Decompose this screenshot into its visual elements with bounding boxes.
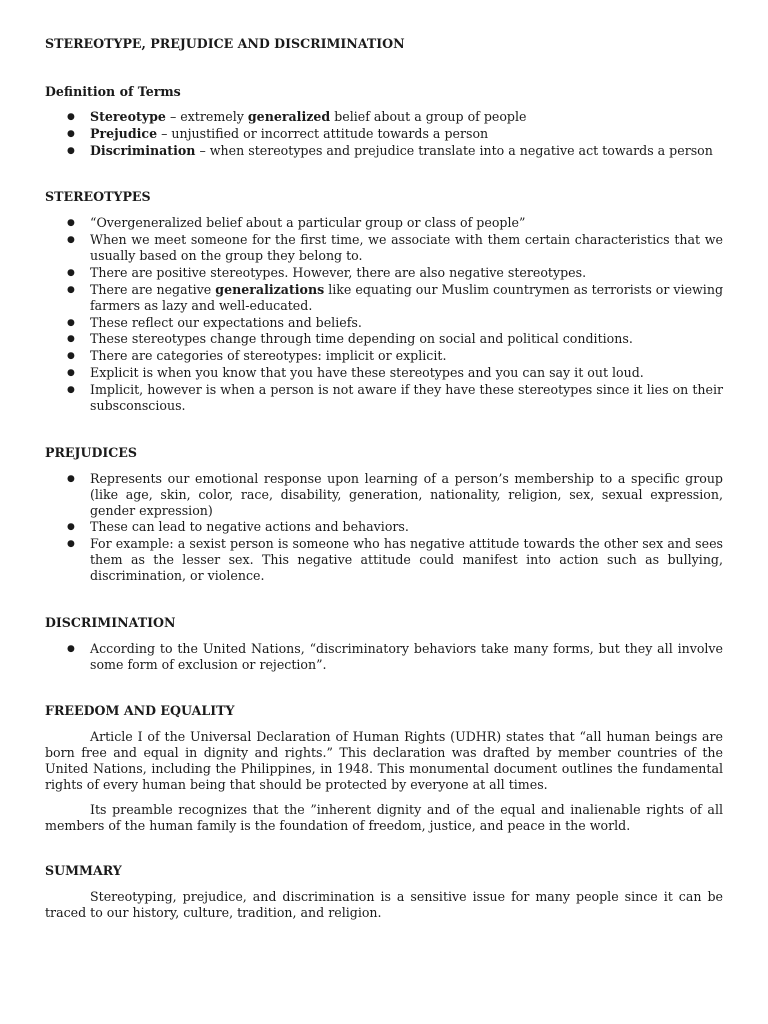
freedom-section [45, 703, 723, 834]
term: Prejudice [90, 125, 158, 141]
paragraph: Article I of the Universal Declaration of Human Rights (UDHR) states that “all human beings are born free and equal in dignity and rights.” This declaration was drafted by member countries of the United Nations, including the Philippines, in 1948. This monumental document outlines the fundamental rights of every human being that should be protected by everyone at all times. [45, 728, 723, 792]
list-item: ● Stereotype – extremely generalized belief about a group of people [45, 109, 723, 125]
paragraph: Its preamble recognizes that the ”inherent dignity and of the equal and inalienable rights of all members of the human family is the foundation of freedom, justice, and peace in the world. [45, 801, 723, 833]
list-item: ● Implicit, however is when a person is not aware if they have these stereotypes since it lies on their subsconscious. [45, 382, 723, 414]
stereotypes-list [45, 215, 723, 413]
stereotypes-heading: STEREOTYPES [45, 189, 151, 205]
stereotypes-section [45, 189, 723, 413]
list-item: ● Prejudice – unjustified or incorrect attitude towards a person [45, 126, 723, 142]
paragraph: Stereotyping, prejudice, and discrimination is a sensitive issue for many people since it can be traced to our history, culture, tradition, and religion. [45, 888, 723, 920]
term: Stereotype [90, 109, 166, 124]
list-item: ● There are positive stereotypes. However, there are also negative stereotypes. [45, 265, 723, 281]
list-item: ● Explicit is when you know that you have these stereotypes and you can say it out loud. [45, 365, 723, 381]
discrimination-section [45, 615, 723, 673]
list-item: ● For example: a sexist person is someone who has negative attitude towards the other sex and sees them as the lesser sex. This negative attitude could manifest into action such as bullying, discrimination, or violence. [45, 536, 723, 584]
discrimination-heading: DISCRIMINATION [45, 614, 176, 630]
document-page [45, 36, 723, 921]
prejudices-list [45, 471, 723, 585]
summary-section [45, 863, 723, 921]
summary-heading: SUMMARY [45, 862, 122, 878]
definitions-section [45, 84, 723, 159]
list-item: ● Represents our emotional response upon learning of a person’s membership to a specific group (like age, skin, color, race, disability, generation, nationality, religion, sex, sexual expression, gender expression) [45, 471, 723, 519]
list-item: ● These reflect our expectations and beliefs. [45, 315, 723, 331]
prejudices-heading: PREJUDICES [45, 444, 138, 460]
freedom-heading: FREEDOM AND EQUALITY [45, 702, 235, 718]
term: Discrimination [90, 142, 196, 158]
list-item: ● These can lead to negative actions and behaviors. [45, 519, 723, 535]
list-item: ● Discrimination – when stereotypes and prejudice translate into a negative act towards a person [45, 143, 723, 159]
definitions-list [45, 109, 723, 159]
list-item: ● There are negative generalizations like equating our Muslim countrymen as terrorists or viewing farmers as lazy and well-educated. [45, 282, 723, 314]
definitions-heading: Definition of Terms [45, 84, 181, 99]
list-item: ● According to the United Nations, “discriminatory behaviors take many forms, but they all involve some form of exclusion or rejection”. [45, 641, 723, 673]
document-title: STEREOTYPE, PREJUDICE AND DISCRIMINATION [45, 36, 405, 51]
list-item: ● These stereotypes change through time depending on social and political conditions. [45, 331, 723, 347]
discrimination-list [45, 641, 723, 673]
list-item: ● When we meet someone for the first time, we associate with them certain characteristics that we usually based on the group they belong to. [45, 232, 723, 264]
prejudices-section [45, 445, 723, 585]
list-item: ● “Overgeneralized belief about a particular group or class of people” [45, 215, 723, 231]
list-item: ● There are categories of stereotypes: implicit or explicit. [45, 348, 723, 364]
